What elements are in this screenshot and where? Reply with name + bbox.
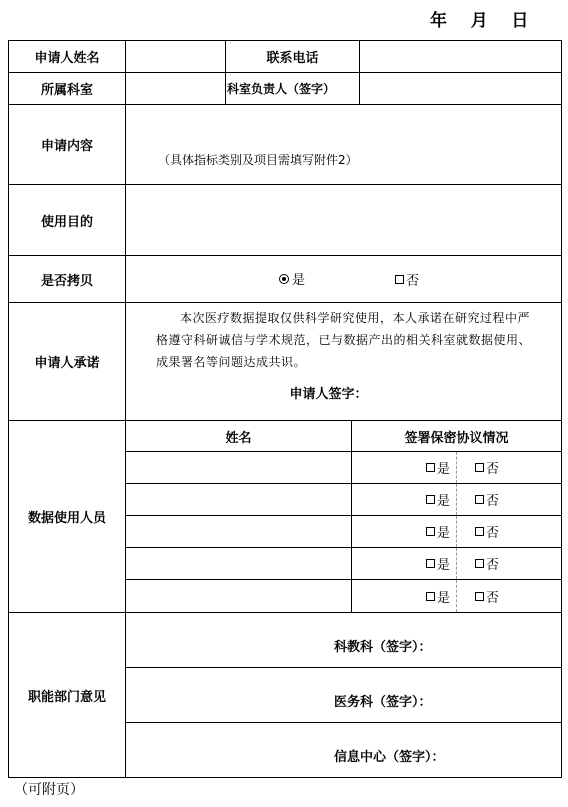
xinxi-sign-label: 信息中心（签字）： bbox=[334, 749, 445, 765]
agree-yes-label: 是 bbox=[437, 526, 451, 541]
date-month: 月 bbox=[470, 11, 488, 31]
agree-yes-option[interactable] bbox=[352, 548, 457, 580]
agree-yes-option[interactable] bbox=[352, 484, 457, 516]
checkbox-icon bbox=[426, 495, 435, 504]
radio-selected-icon bbox=[279, 274, 289, 284]
agree-no-option[interactable] bbox=[457, 580, 562, 613]
copy-no-label: 否 bbox=[406, 273, 420, 289]
checkbox-icon bbox=[475, 463, 484, 472]
copy-options bbox=[126, 256, 562, 303]
agree-no-label: 否 bbox=[486, 462, 500, 477]
request-content-label: 申请内容 bbox=[9, 105, 126, 185]
pledge-cell bbox=[126, 303, 562, 421]
agree-yes-label: 是 bbox=[437, 462, 451, 477]
dept-opinion-label: 职能部门意见 bbox=[9, 613, 126, 778]
date-day: 日 bbox=[511, 11, 529, 31]
agree-yes-label: 是 bbox=[437, 590, 451, 606]
pledge-label: 申请人承诺 bbox=[9, 303, 126, 421]
checkbox-icon bbox=[475, 495, 484, 504]
checkbox-icon bbox=[426, 527, 435, 536]
agree-no-label: 否 bbox=[486, 558, 500, 573]
user-name-field[interactable] bbox=[126, 516, 352, 548]
agree-no-label: 否 bbox=[486, 494, 500, 509]
agree-no-label: 否 bbox=[486, 526, 500, 541]
xinxi-sign-field[interactable] bbox=[126, 723, 562, 778]
copy-no-option[interactable] bbox=[395, 270, 419, 289]
user-name-field[interactable] bbox=[126, 580, 352, 613]
agree-yes-option[interactable] bbox=[352, 452, 457, 484]
agree-no-label: 否 bbox=[486, 590, 500, 606]
user-name-field[interactable] bbox=[126, 452, 352, 484]
copy-yes-label: 是 bbox=[292, 273, 306, 289]
agree-yes-option[interactable] bbox=[352, 580, 457, 613]
agree-yes-label: 是 bbox=[437, 494, 451, 509]
agree-no-option[interactable] bbox=[457, 452, 562, 484]
keji-sign-label: 科教科（签字）： bbox=[334, 639, 432, 655]
checkbox-icon bbox=[426, 592, 435, 601]
agree-no-option[interactable] bbox=[457, 516, 562, 548]
checkbox-icon bbox=[426, 463, 435, 472]
copy-label: 是否拷贝 bbox=[9, 256, 126, 303]
pledge-text: 本次医疗数据提取仅供科学研究使用，本人承诺在研究过程中严格遵守科研诚信与学术规范，已与数据产出的相关科室就数据使用、成果署名等问题达成共识。 bbox=[156, 311, 532, 369]
request-content-hint: （具体指标类别及项目需填写附件2） bbox=[158, 153, 358, 167]
applicant-name-label: 申请人姓名 bbox=[9, 41, 126, 73]
checkbox-icon bbox=[426, 559, 435, 568]
contact-phone-label: 联系电话 bbox=[226, 41, 360, 73]
purpose-field[interactable] bbox=[126, 185, 562, 256]
purpose-label: 使用目的 bbox=[9, 185, 126, 256]
col-name-header: 姓名 bbox=[126, 421, 352, 452]
applicant-sign-label: 申请人签字： bbox=[289, 387, 368, 402]
checkbox-icon bbox=[395, 275, 404, 284]
application-form bbox=[8, 40, 562, 778]
yiwu-sign-field[interactable] bbox=[126, 668, 562, 723]
col-agreement-header: 签署保密协议情况 bbox=[352, 421, 562, 452]
dept-head-sign-label bbox=[226, 73, 360, 105]
department-label: 所属科室 bbox=[9, 73, 126, 105]
dept-head-sign-field[interactable] bbox=[360, 73, 562, 105]
user-name-field[interactable] bbox=[126, 484, 352, 516]
agree-no-option[interactable] bbox=[457, 484, 562, 516]
agree-yes-option[interactable] bbox=[352, 516, 457, 548]
agree-no-option[interactable] bbox=[457, 548, 562, 580]
agree-yes-label: 是 bbox=[437, 558, 451, 573]
request-content-field[interactable] bbox=[126, 105, 562, 185]
applicant-name-field[interactable] bbox=[126, 41, 226, 73]
data-users-label: 数据使用人员 bbox=[9, 421, 126, 613]
keji-sign-field[interactable] bbox=[126, 613, 562, 668]
contact-phone-field[interactable] bbox=[360, 41, 562, 73]
footer-note: （可附页） bbox=[14, 782, 84, 798]
copy-yes-option[interactable] bbox=[279, 269, 305, 288]
date-line bbox=[430, 6, 528, 31]
date-year: 年 bbox=[430, 11, 447, 31]
user-name-field[interactable] bbox=[126, 548, 352, 580]
checkbox-icon bbox=[475, 592, 484, 601]
dept-head-sign-text: 科室负责人（签字） bbox=[227, 82, 336, 96]
department-field[interactable] bbox=[126, 73, 226, 105]
checkbox-icon bbox=[475, 527, 484, 536]
yiwu-sign-label: 医务科（签字）： bbox=[334, 694, 432, 710]
checkbox-icon bbox=[475, 559, 484, 568]
